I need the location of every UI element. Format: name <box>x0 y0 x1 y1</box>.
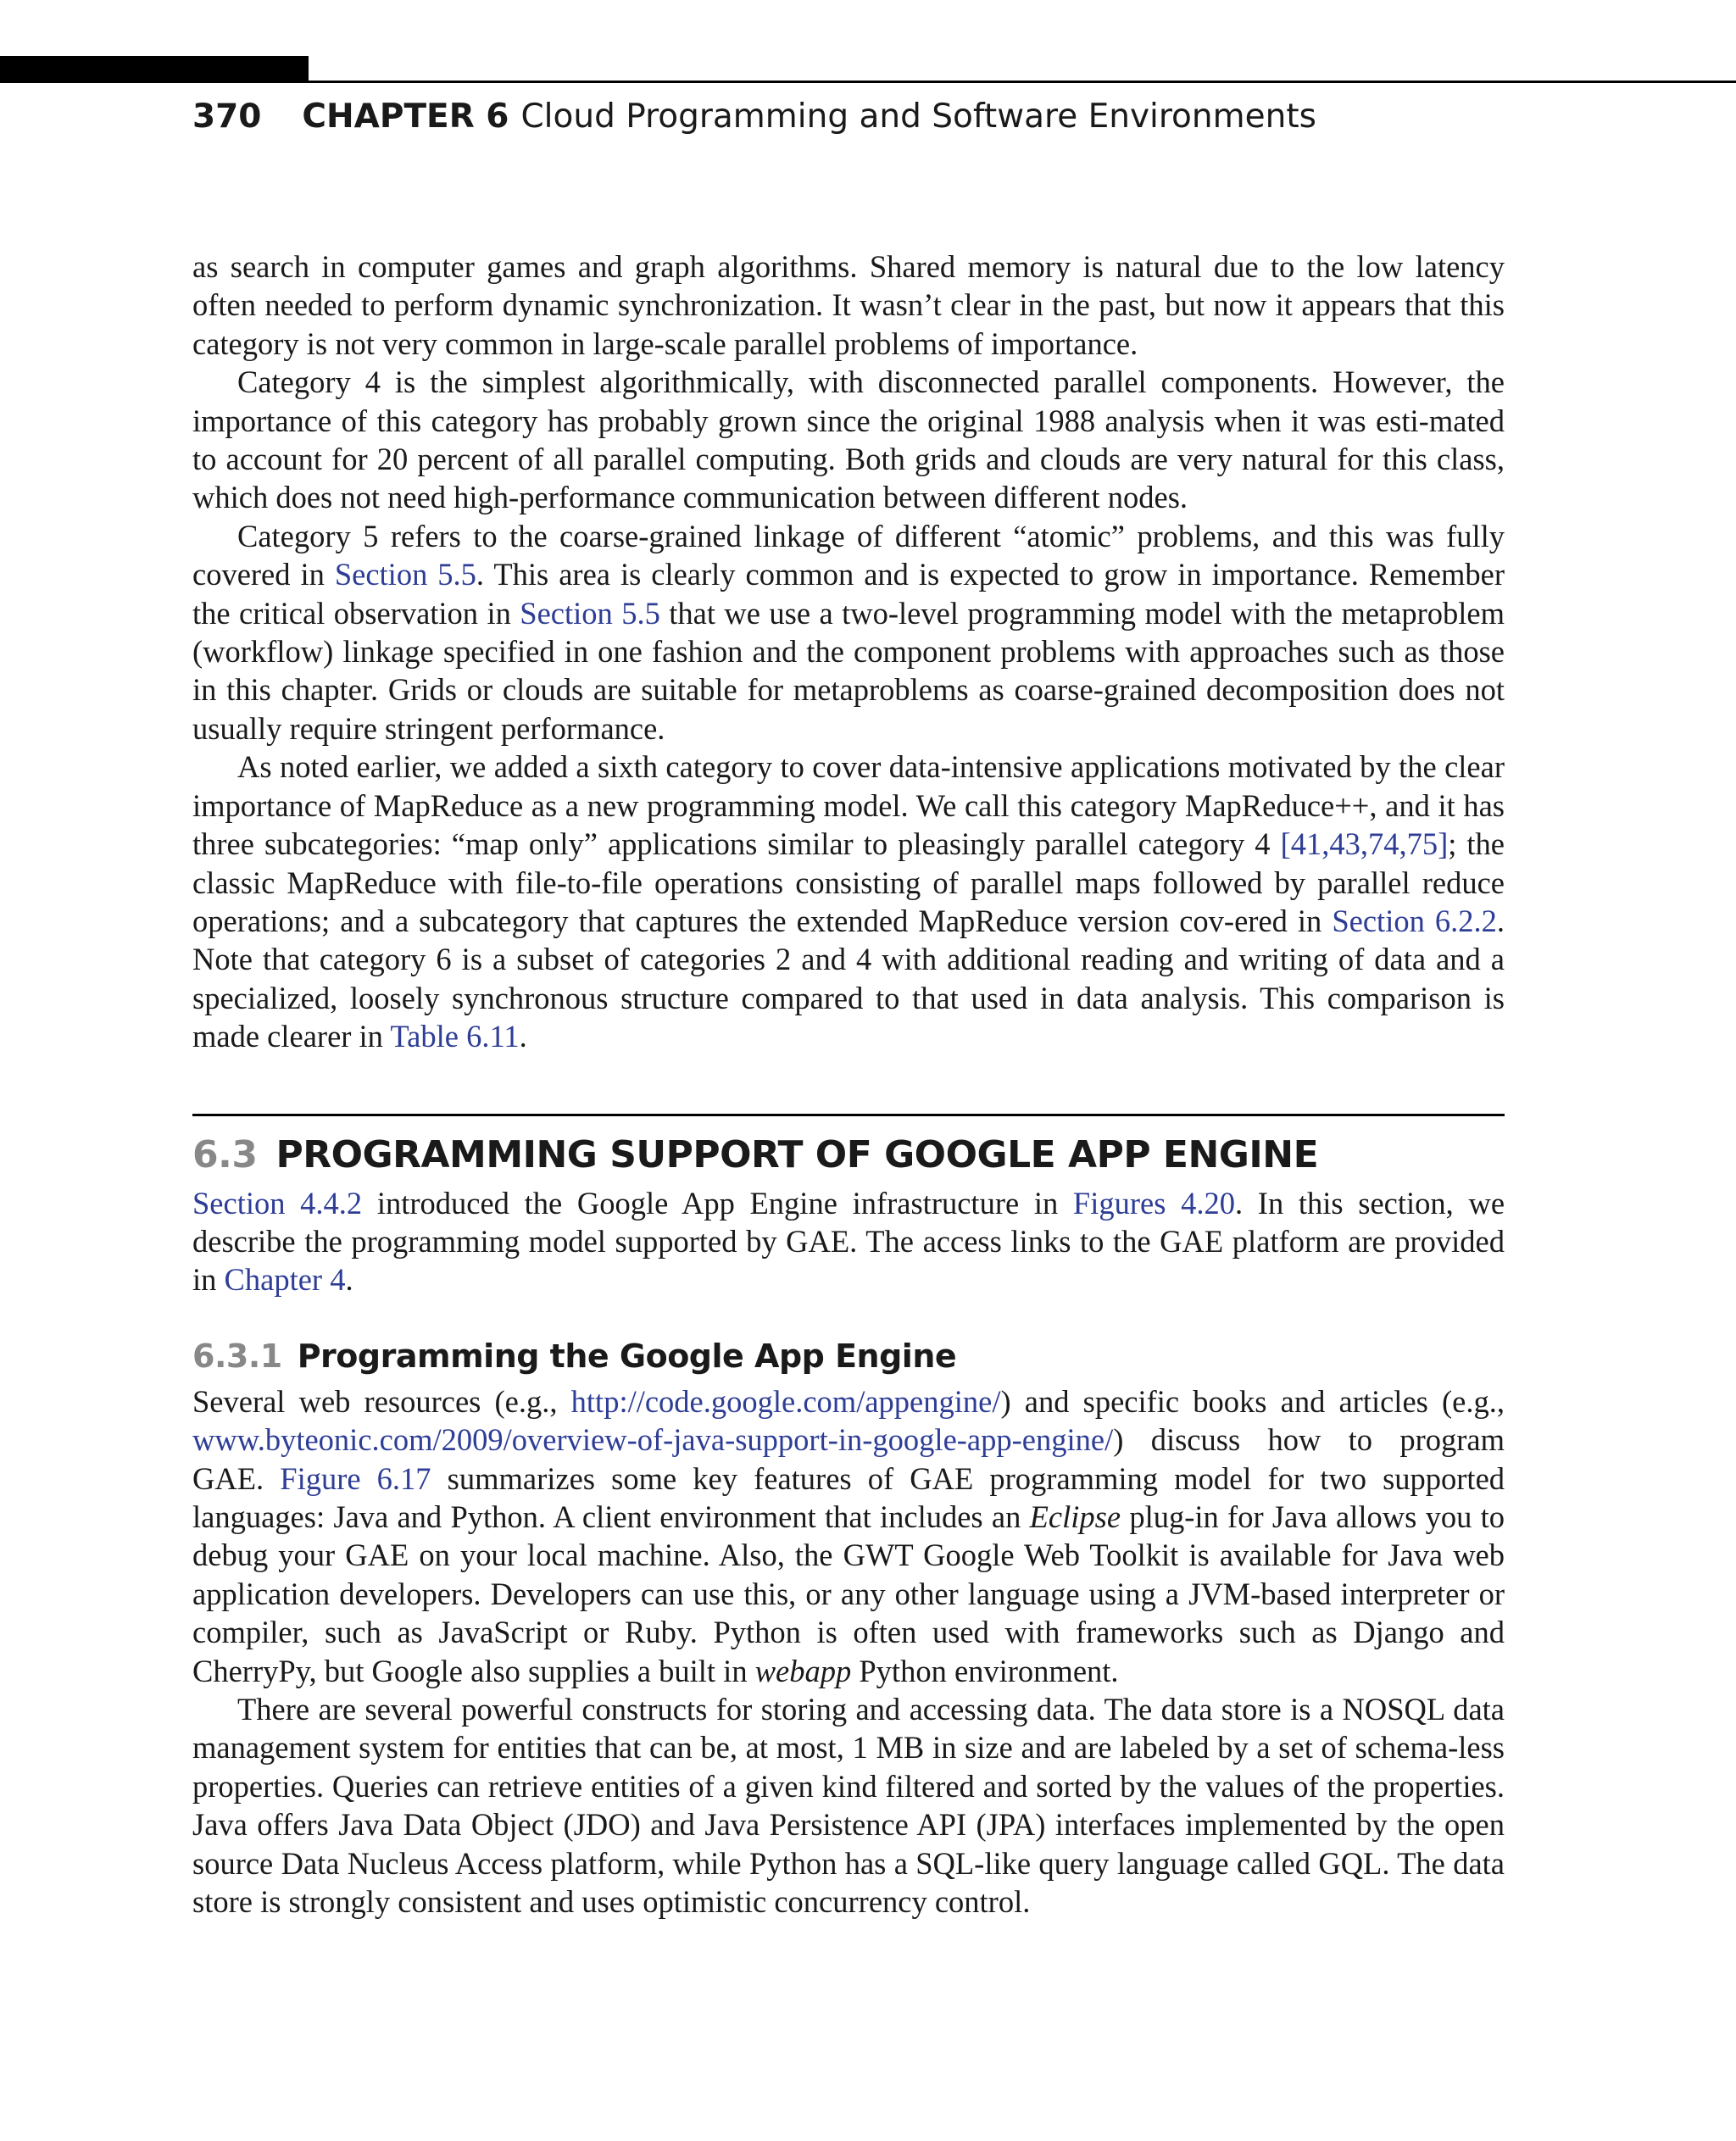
section-heading-6-3 <box>192 1128 1505 1182</box>
text-run: ) and specific books and articles (e.g., <box>1000 1383 1505 1419</box>
subsection-title: Programming the Google App Engine <box>297 1337 957 1375</box>
paragraph-category-6 <box>192 748 1505 1055</box>
link-section-4-4-2[interactable]: Section 4.4.2 <box>192 1185 363 1221</box>
text-run: . In this section, we describe the programming model supported by GAE. The access links to the GAE platform are provided in <box>192 1185 1505 1298</box>
paragraph-gae-resources <box>192 1382 1505 1690</box>
text-run: . <box>519 1019 527 1054</box>
text-run: that we use a two-level programming model with the metaproblem (workflow) linkage specified in one fashion and the component problems with approaches such as those in this chapter. Grids or clouds are suitable for metaproblems as coarse-grained decomposition does not usually require stringent performance. <box>192 595 1505 746</box>
text-run: ; the classic MapReduce with file-to-file operations consisting of parallel maps followed by parallel reduce operations; and a subcategory that captures the extended MapReduce version cov-ered in <box>192 826 1505 938</box>
link-figure-6-17[interactable]: Figure 6.17 <box>280 1460 431 1496</box>
page-number: 370 <box>192 97 262 136</box>
running-head <box>192 93 1316 141</box>
paragraph-category-4: Category 4 is the simplest algorithmically, with disconnected parallel components. However, the importance of this category has probably grown since the original 1988 analysis when it was esti-mated to account for 20 percent of all parallel computing. Both grids and clouds are very natural for this class, which does not need high-performance communication between different nodes. <box>192 364 1505 515</box>
section-divider <box>192 1114 1505 1116</box>
section-number: 6.3 <box>192 1132 258 1176</box>
link-references[interactable]: [41,43,74,75] <box>1280 826 1449 862</box>
chapter-title: Cloud Programming and Software Environments <box>520 97 1316 136</box>
text-run: Several web resources (e.g., <box>192 1383 571 1419</box>
subsection-heading-6-3-1 <box>192 1332 1505 1381</box>
paragraph-data-store: There are several powerful constructs for storing and accessing data. The data store is a NOSQL data management system for entities that can be, at most, 1 MB in size and are labeled by a set of schema-less properties. Queries can retrieve entities of a given kind filtered and sorted by the values of the properties. Java offers Java Data Object (JDO) and Java Persistence API (JPA) interfaces implemented by the open source Data Nucleus Access platform, while Python has a SQL-like query language called GQL. The data store is strongly consistent and uses optimistic concurrency control. <box>192 1692 1505 1920</box>
paragraph-section-6-3-intro <box>192 1184 1505 1299</box>
link-section-5-5-second[interactable]: Section 5.5 <box>520 595 660 631</box>
text-run: Python environment. <box>851 1653 1119 1688</box>
text-run: introduced the Google App Engine infrastructure in <box>362 1185 1073 1221</box>
link-section-5-5[interactable]: Section 5.5 <box>334 557 476 592</box>
header-rule-thin <box>309 81 1736 83</box>
text-run: ) discuss how to program GAE. <box>192 1422 1505 1496</box>
link-appengine-url[interactable]: http://code.google.com/appengine/ <box>570 1383 1001 1419</box>
subsection-number: 6.3.1 <box>192 1337 282 1375</box>
link-chapter-4[interactable]: Chapter 4 <box>224 1262 346 1298</box>
text-run: plug-in for Java allows you to debug your GAE on your local machine. Also, the GWT Google Web Toolkit is available for Java web application developers. Developers can use this, or any other language using a JVM-based interpreter or compiler, such as JavaScript or Ruby. Python is often used with frameworks such as Django and CherryPy, but Google also supplies a built in <box>192 1499 1505 1688</box>
text-run: Category 5 refers to the coarse-grained linkage of different “atomic” problems, and this was fully covered in <box>192 518 1505 592</box>
link-figures-4-20[interactable]: Figures 4.20 <box>1072 1185 1235 1221</box>
link-section-6-2-2[interactable]: Section 6.2.2 <box>1332 903 1497 938</box>
emphasis-eclipse: Eclipse <box>1029 1499 1121 1534</box>
link-table-6-11[interactable]: Table 6.11 <box>390 1019 520 1054</box>
text-run: summarizes some key features of GAE programming model for two supported languages: Java and Python. A client environment that includes an <box>192 1460 1505 1534</box>
page-body <box>192 247 1505 1921</box>
text-run: . This area is clearly common and is expected to grow in importance. Remember the critical observation in <box>192 557 1505 631</box>
text-run: As noted earlier, we added a sixth category to cover data-intensive applications motivated by the clear importance of MapReduce as a new programming model. We call this category MapReduce++, and it has three subcategories: “map only” applications similar to pleasingly parallel category 4 <box>192 749 1505 862</box>
section-title: PROGRAMMING SUPPORT OF GOOGLE APP ENGINE <box>275 1132 1319 1176</box>
text-run: . Note that category 6 is a subset of categories 2 and 4 with additional reading and writing of data and a specialized, loosely synchronous structure compared to that used in data analysis. This comparison is made clearer in <box>192 903 1505 1054</box>
chapter-label: CHAPTER 6 <box>302 97 509 136</box>
emphasis-webapp: webapp <box>754 1653 852 1688</box>
paragraph-category-5 <box>192 517 1505 748</box>
link-byteonic-url[interactable]: www.byteonic.com/2009/overview-of-java-support-in-google-app-engine/ <box>192 1422 1114 1458</box>
paragraph-continued: as search in computer games and graph algorithms. Shared memory is natural due to the low latency often needed to perform dynamic synchronization. It wasn’t clear in the past, but now it appears that this category is not very common in large-scale parallel problems of importance. <box>192 249 1505 361</box>
header-rule-thick <box>0 56 309 83</box>
text-run: . <box>345 1262 353 1298</box>
